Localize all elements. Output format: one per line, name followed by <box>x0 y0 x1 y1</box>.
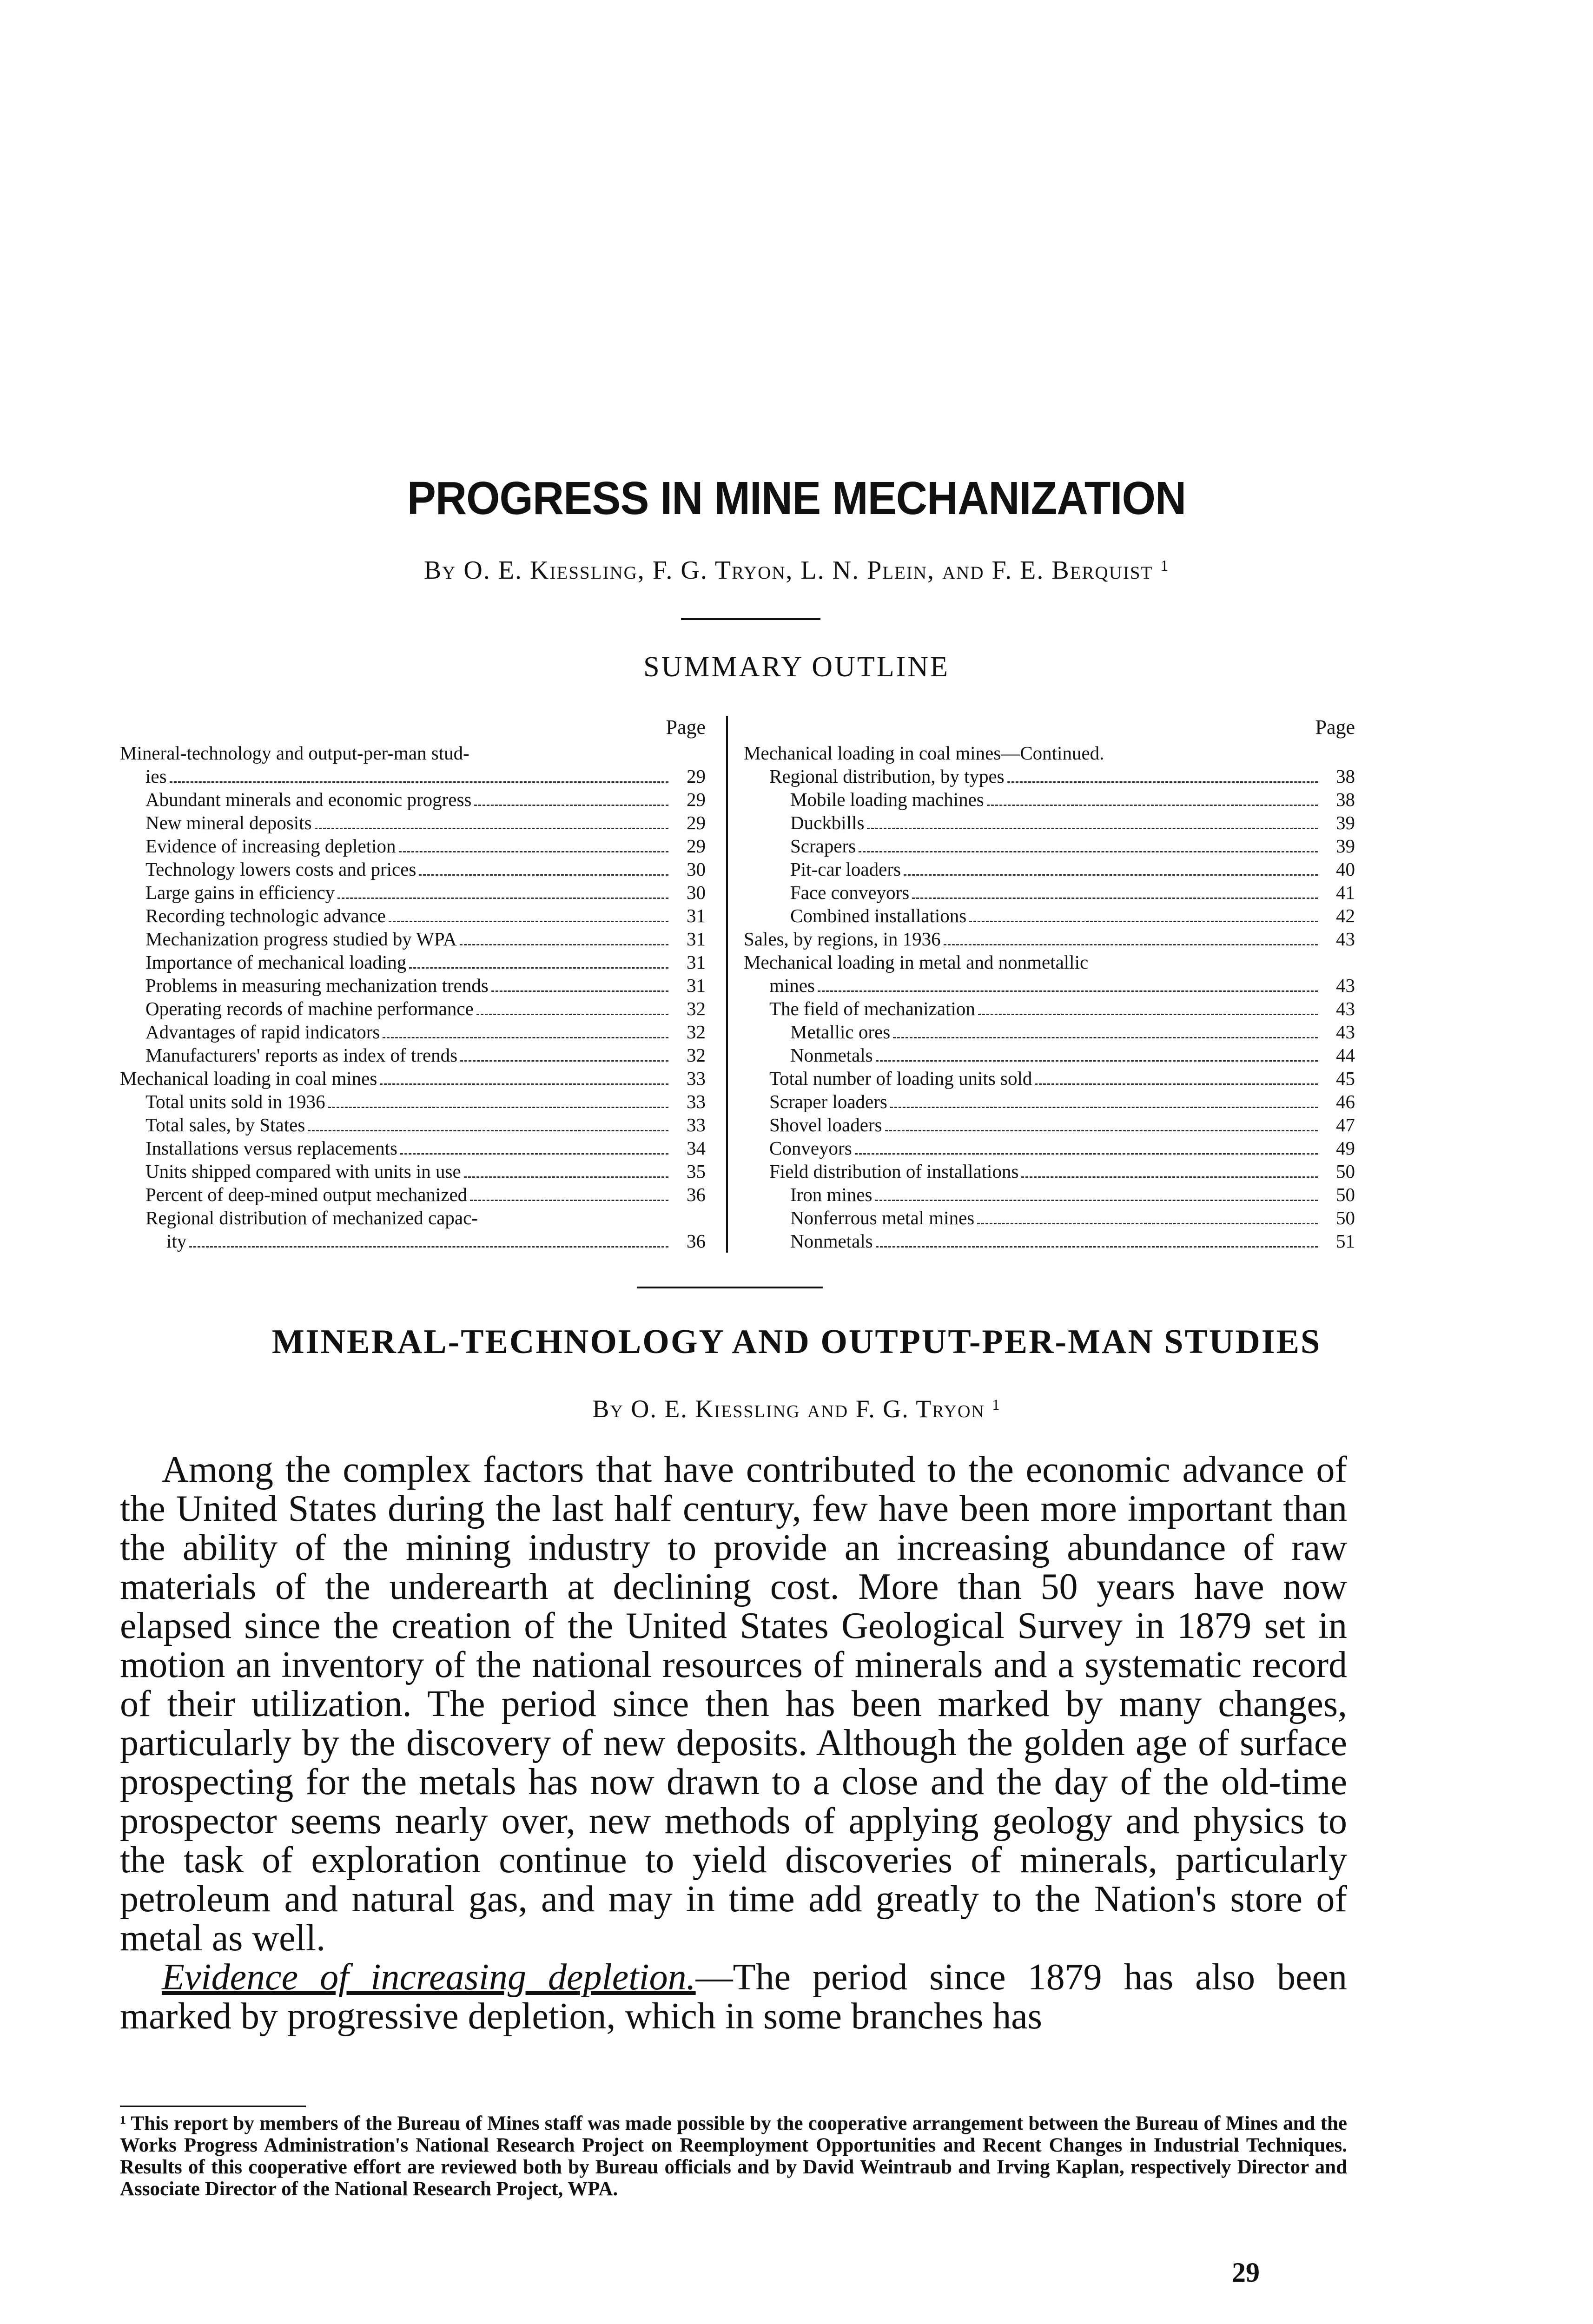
toc-entry <box>744 858 1355 881</box>
toc-entry-page: 50 <box>1336 1207 1355 1228</box>
paragraph: Among the complex factors that have contributed to the economic advance of the United States during the last half century, few have been more important than the ability of the mining industry to provide an increasing abundance of raw materials of the underearth at declining cost. More than 50 years have now elapsed since the creation of the United States Geological Survey in 1879 set in motion an inventory of the national resources of minerals and a systematic record of their utilization. The period since then has been marked by many changes, particularly by the discovery of new deposits. Although the golden age of surface prospecting for the metals has now drawn to a close and the day of the old-time prospector seems nearly over, new methods of applying geology and physics to the task of exploration continue to yield discoveries of minerals, particularly petroleum and natural gas, and may in time add greatly to the Nation's store of metal as well. <box>120 1449 1347 1959</box>
toc-entry <box>744 1136 1355 1160</box>
toc-entry <box>744 1160 1355 1183</box>
toc-entry-page: 33 <box>687 1091 706 1112</box>
toc-leader-dots <box>460 944 668 945</box>
toc-entry-page: 32 <box>687 1044 706 1066</box>
toc-entry-page: 33 <box>687 1114 706 1136</box>
toc-entry-page: 38 <box>1336 789 1355 810</box>
toc-leader-dots <box>315 828 668 829</box>
toc-entry <box>120 1113 706 1136</box>
toc-entry-page: 29 <box>687 835 706 857</box>
toc-entry-text: Total sales, by States <box>145 1114 305 1136</box>
toc-entry-text: Recording technologic advance <box>145 905 386 926</box>
toc-entry-page: 44 <box>1336 1044 1355 1066</box>
toc-entry-text: Scrapers <box>790 835 856 857</box>
toc-entry-page: 42 <box>1336 905 1355 926</box>
toc-page-label: Page <box>1315 716 1355 739</box>
toc-leader-dots <box>969 921 1318 922</box>
toc-leader-dots <box>328 1107 668 1108</box>
toc-entry-text: Conveyors <box>769 1137 852 1159</box>
toc-entry-page: 43 <box>1336 928 1355 950</box>
toc-entry <box>120 1067 706 1090</box>
toc-entry <box>744 1067 1355 1090</box>
toc-entry <box>120 741 706 765</box>
toc-entry <box>744 1020 1355 1043</box>
toc-leader-dots <box>855 1153 1318 1155</box>
toc-entry <box>744 1043 1355 1067</box>
toc-entry-text: Face conveyors <box>790 882 910 903</box>
toc-leader-dots <box>470 1200 668 1201</box>
toc-entry <box>120 1020 706 1043</box>
toc-entry-text: Problems in measuring mechanization trends <box>145 975 489 996</box>
toc-entry-text: ies <box>145 766 167 787</box>
toc-entry-text: mines <box>769 975 815 996</box>
toc-entry-page: 32 <box>687 1021 706 1043</box>
toc-entry <box>744 1206 1355 1229</box>
toc-entry-text: Shovel loaders <box>769 1114 882 1136</box>
divider-rule <box>637 1287 823 1288</box>
footnote-text: This report by members of the Bureau of Mines staff was made possible by the cooperative arrangement between the Bureau of Mines and the Works Progress Administration's National Research Project on Reemployment Opportunities and Recent Changes in Industrial Techniques. Results of this cooperative effort are reviewed both by Bureau officials and by David Weintraub and Irving Kaplan, respectively Director and Associate Director of the National Research Project, WPA. <box>120 2113 1347 2200</box>
toc-entry-text: Field distribution of installations <box>769 1161 1019 1182</box>
byline-footnote-mark: 1 <box>1160 557 1170 575</box>
toc-entry-page: 29 <box>687 812 706 833</box>
toc-entry-page: 50 <box>1336 1161 1355 1182</box>
toc-entry-page: 36 <box>687 1184 706 1205</box>
toc-entry <box>744 997 1355 1020</box>
body-text <box>120 1450 1347 2036</box>
toc-entry-page: 31 <box>687 928 706 950</box>
toc-leader-dots <box>875 1200 1318 1201</box>
toc-entry <box>120 1229 706 1253</box>
toc-leader-dots <box>890 1107 1318 1108</box>
section-byline-prefix: By <box>592 1395 624 1423</box>
toc-entry <box>120 927 706 951</box>
toc-entry-text: Mechanical loading in coal mines—Continued. <box>744 742 1104 764</box>
toc-entry <box>120 1043 706 1067</box>
toc-leader-dots <box>944 944 1318 945</box>
author-byline <box>0 555 1593 585</box>
toc-entry <box>744 1113 1355 1136</box>
toc-entry-text: Total units sold in 1936 <box>145 1091 325 1112</box>
toc-leader-dots <box>383 1037 668 1038</box>
toc-leader-dots <box>400 1153 668 1155</box>
toc-entry-text: Total number of loading units sold <box>769 1068 1032 1089</box>
toc-entry-page: 41 <box>1336 882 1355 903</box>
toc-leader-dots <box>1035 1083 1318 1085</box>
toc-leader-dots <box>876 1246 1318 1248</box>
toc-entry-text: Nonmetals <box>790 1230 873 1252</box>
toc-entry-text: ity <box>166 1230 187 1252</box>
toc-entry-text: Scraper loaders <box>769 1091 887 1112</box>
byline-prefix: By <box>423 556 456 585</box>
toc-entry <box>744 811 1355 834</box>
toc-entry-text: Mobile loading machines <box>790 789 984 810</box>
toc-entry-page: 45 <box>1336 1068 1355 1089</box>
toc-entry-text: Nonmetals <box>790 1044 873 1066</box>
toc-entry-page: 39 <box>1336 835 1355 857</box>
toc-entry <box>744 974 1355 997</box>
toc-leader-dots <box>978 1014 1318 1015</box>
toc-entry-page: 40 <box>1336 858 1355 880</box>
toc-entry-page: 29 <box>687 789 706 810</box>
paragraph-text: —The period since 1879 has also been marked by progressive depletion, which in some branches has <box>120 1957 1347 2037</box>
toc-entry-text: Evidence of increasing depletion <box>145 835 396 857</box>
toc-entry <box>120 811 706 834</box>
toc-leader-dots <box>476 1014 668 1015</box>
toc-entry-page: 30 <box>687 882 706 903</box>
toc-entry-page: 35 <box>687 1161 706 1182</box>
toc-entry <box>744 1090 1355 1113</box>
toc-entry <box>120 765 706 788</box>
toc-leader-dots <box>409 967 668 969</box>
toc-entry-text: Units shipped compared with units in use <box>145 1161 461 1182</box>
toc-entry-page: 32 <box>687 998 706 1019</box>
outline-heading: SUMMARY OUTLINE <box>643 651 950 683</box>
toc-entry-text: Operating records of machine performance <box>145 998 474 1019</box>
paragraph <box>120 1958 1347 2036</box>
toc-entry <box>744 951 1355 974</box>
toc-entry <box>120 951 706 974</box>
toc-leader-dots <box>399 851 669 852</box>
toc-entry-text: Mechanization progress studied by WPA <box>145 928 457 950</box>
toc-entry <box>744 1229 1355 1253</box>
toc-leader-dots <box>987 805 1318 806</box>
toc-leader-dots <box>818 990 1318 992</box>
footnote-rule <box>120 2106 306 2107</box>
toc-entry-page: 36 <box>687 1230 706 1252</box>
toc-leader-dots <box>859 851 1318 852</box>
toc-entry-page: 31 <box>687 951 706 973</box>
toc-leader-dots <box>189 1246 668 1248</box>
toc-entry-text: Technology lowers costs and prices <box>145 858 416 880</box>
toc-leader-dots <box>380 1083 668 1085</box>
toc-entry-page: 43 <box>1336 998 1355 1019</box>
toc-left-column <box>120 713 706 1253</box>
toc-entry-page: 33 <box>687 1068 706 1089</box>
toc-leader-dots <box>491 990 668 992</box>
page-number: 29 <box>1232 2257 1260 2288</box>
toc-entry-text: Advantages of rapid indicators <box>145 1021 380 1043</box>
toc-entry <box>744 927 1355 951</box>
column-divider <box>726 716 728 1253</box>
toc-entry-page: 30 <box>687 858 706 880</box>
toc-entry-text: Iron mines <box>790 1184 873 1205</box>
toc-entry-page: 51 <box>1336 1230 1355 1252</box>
toc-entry <box>744 904 1355 927</box>
toc-leader-dots <box>912 898 1318 899</box>
toc-entry-text: Duckbills <box>790 812 865 833</box>
toc-entry <box>744 834 1355 858</box>
toc-entry-page: 43 <box>1336 1021 1355 1043</box>
toc-entry-page: 39 <box>1336 812 1355 833</box>
toc-leader-dots <box>904 874 1318 876</box>
toc-entry-text: Abundant minerals and economic progress <box>145 789 472 810</box>
toc-leader-dots <box>885 1130 1318 1131</box>
paragraph-lead: Evidence of increasing depletion. <box>162 1957 696 1998</box>
toc-entry-text: Pit-car loaders <box>790 858 901 880</box>
toc-entry-page: 31 <box>687 975 706 996</box>
toc-leader-dots <box>337 898 668 899</box>
toc-entry-page: 46 <box>1336 1091 1355 1112</box>
toc-entry <box>120 974 706 997</box>
toc-entry-page: 31 <box>687 905 706 926</box>
toc-entry <box>120 858 706 881</box>
toc-entry-text: New mineral deposits <box>145 812 312 833</box>
toc-leader-dots <box>170 781 668 783</box>
toc-entry <box>744 1183 1355 1206</box>
toc-entry-text: Manufacturers' reports as index of trends <box>145 1044 458 1066</box>
toc-entry-text: Regional distribution of mechanized capac- <box>145 1207 478 1228</box>
section-footnote-mark: 1 <box>992 1396 1001 1413</box>
toc-leader-dots <box>464 1176 668 1178</box>
toc-entry <box>120 788 706 811</box>
toc-entry <box>120 1183 706 1206</box>
toc-entry-page: 49 <box>1336 1137 1355 1159</box>
toc-entry <box>120 1206 706 1229</box>
toc-entry-text: Large gains in efficiency <box>145 882 335 903</box>
toc-page-label: Page <box>666 716 706 739</box>
section-byline <box>0 1394 1593 1423</box>
toc-entry <box>744 788 1355 811</box>
toc-leader-dots <box>893 1037 1318 1038</box>
toc-entry <box>120 1090 706 1113</box>
section-byline-authors: O. E. Kiessling and F. G. Tryon <box>631 1395 985 1423</box>
toc-leader-dots <box>876 1060 1318 1062</box>
section-title: MINERAL-TECHNOLOGY AND OUTPUT-PER-MAN STUDIES <box>271 1323 1322 1361</box>
toc-leader-dots <box>419 874 668 876</box>
byline-authors: O. E. Kiessling, F. G. Tryon, L. N. Plein, and F. E. Berquist <box>463 556 1153 585</box>
toc-leader-dots <box>867 828 1318 829</box>
toc-entry-page: 43 <box>1336 975 1355 996</box>
toc-entry <box>744 741 1355 765</box>
toc-entry-text: Mechanical loading in coal mines <box>120 1068 377 1089</box>
toc-entry-text: Importance of mechanical loading <box>145 951 407 973</box>
toc-entry-text: Nonferrous metal mines <box>790 1207 975 1228</box>
toc-entry-text: The field of mechanization <box>769 998 975 1019</box>
toc-leader-dots <box>389 921 668 922</box>
footnote-mark: 1 <box>120 2113 126 2127</box>
toc-leader-dots <box>474 805 668 806</box>
toc-leader-dots <box>460 1060 668 1062</box>
toc-leader-dots <box>1021 1176 1318 1178</box>
toc-entry-page: 38 <box>1336 766 1355 787</box>
toc-entry-text: Regional distribution, by types <box>769 766 1005 787</box>
toc-entry-page: 50 <box>1336 1184 1355 1205</box>
toc-entry <box>120 881 706 904</box>
toc-entry <box>744 765 1355 788</box>
toc-leader-dots <box>977 1223 1318 1224</box>
toc-right-column <box>744 713 1355 1253</box>
toc-entry-text: Combined installations <box>790 905 967 926</box>
toc-entry-text: Percent of deep-mined output mechanized <box>145 1184 468 1205</box>
document-title: PROGRESS IN MINE MECHANIZATION <box>407 472 1186 524</box>
toc-entry-text: Mineral-technology and output-per-man stud- <box>120 742 469 764</box>
toc-entry-page: 47 <box>1336 1114 1355 1136</box>
toc-entry-text: Mechanical loading in metal and nonmetallic <box>744 951 1089 973</box>
toc-entry <box>120 1136 706 1160</box>
divider-rule <box>681 618 820 620</box>
toc-entry <box>120 997 706 1020</box>
toc-entry-text: Sales, by regions, in 1936 <box>744 928 941 950</box>
toc-leader-dots <box>1007 781 1318 783</box>
toc-entry-text: Installations versus replacements <box>145 1137 397 1159</box>
toc-leader-dots <box>308 1130 668 1131</box>
toc-entry-page: 29 <box>687 766 706 787</box>
toc-entry-text: Metallic ores <box>790 1021 891 1043</box>
footnote <box>120 2113 1347 2200</box>
toc-entry <box>120 1160 706 1183</box>
toc-entry-page: 34 <box>687 1137 706 1159</box>
toc-entry <box>120 904 706 927</box>
toc-entry <box>744 881 1355 904</box>
toc-entry <box>120 834 706 858</box>
